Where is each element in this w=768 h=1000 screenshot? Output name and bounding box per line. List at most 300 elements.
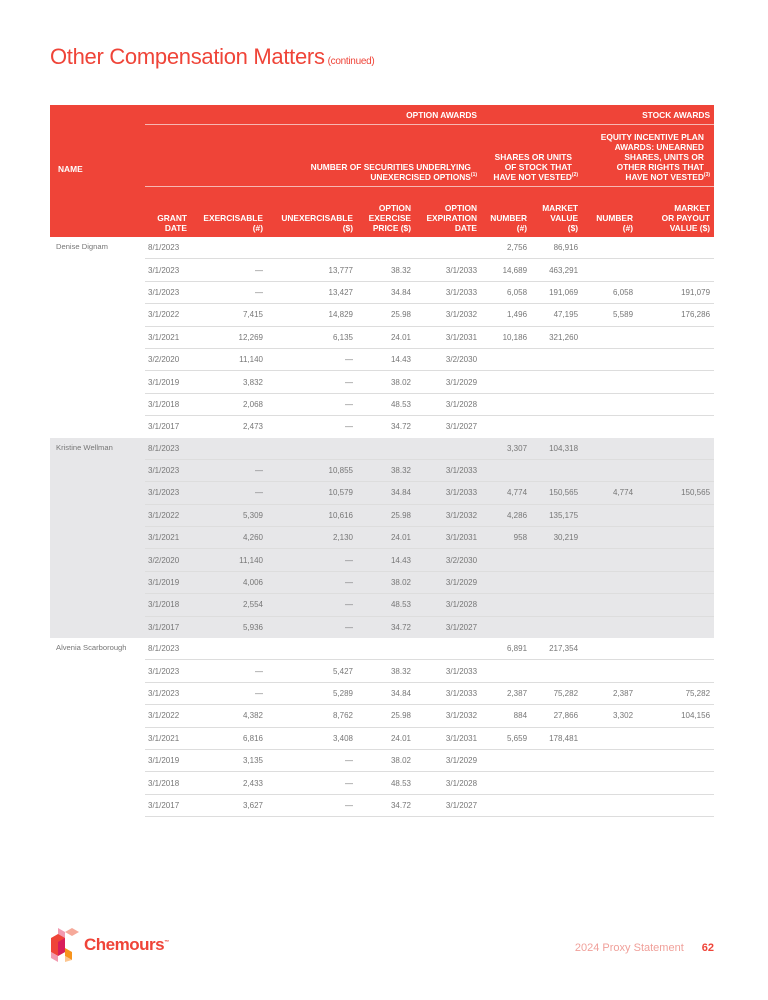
cell-exercise-price: 25.98 [353,304,411,326]
cell-expiration-date: 3/1/2032 [411,504,477,526]
cell-equity-payout-value: 150,565 [633,482,714,504]
cell-exercise-price: 34.84 [353,482,411,504]
cell-exercisable: 4,382 [187,705,263,727]
title-text: Other Compensation Matters [50,44,325,69]
cell-unexercisable: — [263,749,353,771]
cell-grant-date: 3/1/2022 [145,504,187,526]
cell-grant-date: 3/1/2022 [145,304,187,326]
cell-shares-number: 958 [477,527,527,549]
cell-unexercisable: 8,762 [263,705,353,727]
table-row [50,549,714,571]
cell-unexercisable: 13,427 [263,281,353,303]
cell-shares-number [477,794,527,816]
sub-equity [578,125,714,187]
cell-exercise-price [353,237,411,259]
cell-exercise-price: 25.98 [353,705,411,727]
table-row [50,237,714,259]
cell-exercise-price: 34.84 [353,281,411,303]
cell-grant-date: 3/1/2023 [145,259,187,281]
cell-expiration-date: 3/2/2030 [411,549,477,571]
cell-unexercisable: 10,616 [263,504,353,526]
cell-equity-payout-value: 75,282 [633,682,714,704]
cell-expiration-date: 3/1/2032 [411,705,477,727]
cell-exercise-price: 14.43 [353,549,411,571]
cell-expiration-date: 3/1/2031 [411,326,477,348]
cell-shares-number: 5,659 [477,727,527,749]
cell-grant-date: 3/1/2019 [145,371,187,393]
cell-expiration-date [411,438,477,460]
table-row [50,660,714,682]
cell-equity-payout-value [633,549,714,571]
group-option-awards: OPTION AWARDS [145,105,477,125]
cell-exercise-price: 48.53 [353,393,411,415]
cell-equity-number [578,616,633,638]
cell-grant-date: 8/1/2023 [145,438,187,460]
cell-unexercisable: 13,777 [263,259,353,281]
cell-shares-market-value [527,571,578,593]
cell-exercise-price: 34.84 [353,682,411,704]
cell-equity-payout-value [633,459,714,481]
cell-expiration-date: 3/1/2031 [411,727,477,749]
cell-exercise-price: 38.02 [353,371,411,393]
cell-equity-number: 3,302 [578,705,633,727]
cell-equity-payout-value [633,749,714,771]
col-shares-market-value-label: MARKET VALUE ($) [542,203,579,233]
table-row [50,772,714,794]
cell-shares-market-value: 463,291 [527,259,578,281]
cell-shares-market-value: 27,866 [527,705,578,727]
cell-shares-number [477,772,527,794]
col-expiration-date [411,187,477,238]
table-row [50,393,714,415]
cell-expiration-date: 3/2/2030 [411,348,477,370]
cell-exercisable: 7,415 [187,304,263,326]
cell-exercise-price [353,638,411,660]
cell-equity-payout-value: 191,079 [633,281,714,303]
cell-unexercisable: — [263,794,353,816]
cell-exercisable [187,638,263,660]
col-name: NAME [50,105,145,237]
cell-shares-number [477,571,527,593]
cell-equity-payout-value [633,794,714,816]
logo-wordmark [84,935,169,955]
cell-grant-date: 3/1/2023 [145,482,187,504]
cell-exercisable: 2,473 [242,422,263,432]
cell-grant-date: 3/1/2023 [145,660,187,682]
col-shares-market-value [527,187,578,238]
cell-shares-market-value [527,660,578,682]
table-row [50,682,714,704]
cell-grant-date: 3/1/2023 [145,682,187,704]
cell-equity-payout-value [633,594,714,616]
cell-unexercisable: 6,135 [263,326,353,348]
cell-shares-market-value: 191,069 [527,281,578,303]
executive-name: Kristine Wellman [50,438,145,639]
cell-exercise-price: 24.01 [353,527,411,549]
cell-equity-number [578,772,633,794]
cell-unexercisable [263,438,353,460]
cell-exercise-price: 14.43 [353,348,411,370]
note-2: (2) [571,172,579,179]
cell-expiration-date: 3/1/2029 [411,749,477,771]
cell-equity-payout-value [633,326,714,348]
cell-shares-number [477,616,527,638]
cell-equity-payout-value [633,237,714,259]
cell-exercisable [187,438,263,460]
note-3: (3) [703,172,711,179]
col-grant-date-label: GRANT DATE [157,213,187,233]
cell-grant-date: 3/1/2017 [145,794,187,816]
cell-shares-market-value: 321,260 [527,326,578,348]
cell-grant-date: 3/1/2017 [148,422,180,432]
cell-shares-market-value [527,459,578,481]
cell-shares-market-value: 86,916 [527,237,578,259]
sub-securities [145,125,477,187]
cell-shares-market-value: 47,195 [527,304,578,326]
cell-equity-payout-value [633,504,714,526]
table-row [50,304,714,326]
cell-shares-number: 6,058 [477,281,527,303]
cell-shares-market-value [527,348,578,370]
executive-name: Alvenia Scarborough [56,643,127,653]
cell-shares-number [477,549,527,571]
cell-expiration-date [411,638,477,660]
cell-expiration-date: 3/1/2033 [411,660,477,682]
cell-exercise-price: 25.98 [353,504,411,526]
cell-equity-payout-value [633,438,714,460]
table-row [50,259,714,281]
sub-shares-text: SHARES OR UNITS OF STOCK THAT HAVE NOT VESTED [493,152,572,182]
cell-unexercisable: — [263,393,353,415]
sub-shares [477,125,578,187]
table-row [50,416,714,438]
cell-grant-date: 8/1/2023 [145,638,187,660]
cell-exercisable: 3,135 [187,749,263,771]
cell-shares-market-value: 135,175 [527,504,578,526]
cell-shares-market-value: 178,481 [527,727,578,749]
cell-unexercisable: — [263,549,353,571]
table-row [50,438,714,460]
cell-expiration-date: 3/1/2033 [411,482,477,504]
cell-exercise-price: 24.01 [353,727,411,749]
cell-expiration-date: 3/1/2033 [411,281,477,303]
cell-exercise-price: 34.72 [353,794,411,816]
cell-shares-number: 14,689 [477,259,527,281]
cell-exercisable: 4,260 [187,527,263,549]
cell-exercise-price: 34.72 [353,616,411,638]
col-exercisable-label: EXERCISABLE (#) [203,213,263,233]
table-row [50,571,714,593]
cell-equity-payout-value [633,393,714,415]
cell-shares-market-value [527,616,578,638]
cell-exercise-price: 38.32 [353,459,411,481]
cell-equity-number [578,348,633,370]
cell-expiration-date: 3/1/2027 [445,422,478,432]
cell-equity-number [578,794,633,816]
sub-equity-text: EQUITY INCENTIVE PLAN AWARDS: UNEARNED SHARES, UNITS OR OTHER RIGHTS THAT HAVE NOT VESTED [600,132,704,182]
cell-equity-number [578,438,633,460]
cell-equity-payout-value [633,727,714,749]
cell-equity-number [578,459,633,481]
cell-exercisable: — [187,682,263,704]
logo-text: Chemours [84,935,165,954]
cell-exercisable: 11,140 [187,549,263,571]
table-row [50,527,714,549]
cell-unexercisable [263,237,353,259]
table-row [50,638,714,660]
col-unexercisable-label: UNEXERCISABLE ($) [281,213,353,233]
cell-exercisable: 2,554 [187,594,263,616]
cell-equity-number [578,416,633,438]
table-row [50,794,714,816]
cell-shares-market-value [527,594,578,616]
cell-equity-number [578,571,633,593]
cell-expiration-date: 3/1/2028 [411,594,477,616]
cell-expiration-date: 3/1/2033 [411,459,477,481]
cell-equity-payout-value [633,638,714,660]
cell-equity-payout-value [633,371,714,393]
cell-grant-date: 3/1/2018 [145,594,187,616]
col-exercise-price-label: OPTION EXERCISE PRICE ($) [368,203,411,233]
cell-unexercisable: 10,855 [263,459,353,481]
note-1: (1) [470,172,478,179]
col-expiration-date-label: OPTION EXPIRATION DATE [426,203,478,233]
cell-equity-number [578,549,633,571]
cell-equity-number [578,527,633,549]
cell-unexercisable [263,638,353,660]
col-unexercisable [263,187,353,238]
cell-unexercisable: — [345,422,353,432]
cell-exercisable: 5,309 [187,504,263,526]
document-name: 2024 Proxy Statement [574,942,684,954]
cell-shares-market-value [527,371,578,393]
cell-equity-payout-value [633,416,714,438]
cell-equity-number [578,727,633,749]
cell-exercise-price: 38.32 [353,660,411,682]
col-equity-number [578,187,633,238]
cell-equity-number [578,259,633,281]
cell-equity-number [578,660,633,682]
cell-expiration-date: 3/1/2029 [411,571,477,593]
cell-equity-number [578,371,633,393]
cell-equity-payout-value [633,348,714,370]
col-equity-number-label: NUMBER (#) [596,213,634,233]
cell-shares-number: 2,756 [477,237,527,259]
col-exercise-price [353,187,411,238]
cell-grant-date: 3/1/2018 [145,772,187,794]
cell-exercisable: 2,433 [187,772,263,794]
cell-exercisable: 11,140 [187,348,263,370]
cell-grant-date: 3/2/2020 [145,549,187,571]
cell-grant-date: 3/1/2018 [145,393,187,415]
col-exercisable [187,187,263,238]
cell-exercise-price: 38.32 [353,259,411,281]
cell-unexercisable: — [263,772,353,794]
cell-grant-date: 3/1/2019 [145,749,187,771]
logo-tm: ™ [164,939,169,946]
cell-unexercisable: 2,130 [263,527,353,549]
cell-expiration-date: 3/1/2028 [411,772,477,794]
cell-expiration-date: 3/1/2029 [411,371,477,393]
cell-grant-date: 3/1/2021 [145,326,187,348]
cell-exercisable: 6,816 [187,727,263,749]
cell-unexercisable: 14,829 [263,304,353,326]
cell-shares-number [477,594,527,616]
cell-grant-date: 3/1/2023 [145,459,187,481]
cell-shares-market-value: 75,282 [527,682,578,704]
cell-exercise-price: 48.53 [353,772,411,794]
cell-exercise-price: 48.53 [353,594,411,616]
table-row [50,705,714,727]
cell-expiration-date: 3/1/2028 [411,393,477,415]
cell-unexercisable: 10,579 [263,482,353,504]
cell-equity-payout-value [633,527,714,549]
cell-equity-payout-value [633,660,714,682]
table-row [50,326,714,348]
table-row [50,504,714,526]
cell-exercisable: — [187,660,263,682]
cell-exercisable: 5,936 [187,616,263,638]
table-row [50,594,714,616]
cell-equity-payout-value [633,571,714,593]
cell-exercisable [187,237,263,259]
cell-shares-market-value [527,393,578,415]
col-shares-number [477,187,527,238]
cell-shares-market-value [527,549,578,571]
cell-grant-date: 3/1/2023 [145,281,187,303]
cell-shares-market-value: 104,318 [527,438,578,460]
cell-grant-date: 3/1/2021 [145,727,187,749]
cell-unexercisable: 5,427 [263,660,353,682]
cell-grant-date: 8/1/2023 [145,237,187,259]
cell-shares-market-value [527,772,578,794]
cell-expiration-date: 3/1/2031 [411,527,477,549]
cell-equity-number [578,594,633,616]
table-row [50,616,714,638]
cell-grant-date: 3/1/2021 [145,527,187,549]
cell-shares-number [477,416,527,438]
table-row [50,727,714,749]
cell-shares-number: 10,186 [477,326,527,348]
sub-securities-text: NUMBER OF SECURITIES UNDERLYING UNEXERCISED OPTIONS [310,162,471,182]
cell-exercise-price: 24.01 [353,326,411,348]
table-row [50,482,714,504]
page-title [50,44,374,70]
cell-equity-number: 5,589 [578,304,633,326]
cell-shares-number [477,749,527,771]
col-grant-date [145,187,187,238]
cell-shares-number: 2,387 [477,682,527,704]
col-equity-payout-value-label: MARKET OR PAYOUT VALUE ($) [661,203,711,233]
cell-equity-number [578,393,633,415]
cell-equity-number [578,504,633,526]
cell-equity-payout-value [633,772,714,794]
cell-shares-market-value [527,794,578,816]
cell-exercise-price [353,438,411,460]
cell-shares-number [477,459,527,481]
cell-shares-number [477,371,527,393]
cell-shares-market-value [527,749,578,771]
cell-exercise-price: 38.02 [353,571,411,593]
cell-shares-number [477,348,527,370]
cell-equity-payout-value: 104,156 [633,705,714,727]
chemours-logo-icon [50,928,80,962]
cell-unexercisable: — [263,371,353,393]
cell-equity-number: 4,774 [578,482,633,504]
cell-equity-number [578,638,633,660]
cell-equity-number [578,237,633,259]
cell-exercisable: — [187,482,263,504]
cell-shares-market-value: 30,219 [527,527,578,549]
cell-exercisable: 2,068 [187,393,263,415]
cell-shares-number: 3,307 [477,438,527,460]
cell-unexercisable: — [263,594,353,616]
table-row [50,459,714,481]
cell-equity-payout-value: 176,286 [633,304,714,326]
cell-shares-number [477,660,527,682]
col-shares-number-label: NUMBER (#) [490,213,528,233]
table-row [50,749,714,771]
cell-unexercisable: — [263,616,353,638]
cell-equity-number [578,749,633,771]
cell-shares-market-value: 150,565 [527,482,578,504]
cell-grant-date: 3/1/2017 [145,616,187,638]
cell-equity-number: 6,058 [578,281,633,303]
group-stock-awards: STOCK AWARDS [477,105,714,125]
cell-grant-date: 3/1/2022 [145,705,187,727]
cell-equity-payout-value [633,616,714,638]
cell-exercisable: — [187,459,263,481]
page-footer [575,942,714,954]
cell-expiration-date: 3/1/2032 [411,304,477,326]
cell-shares-market-value: 217,354 [527,638,578,660]
cell-shares-number: 4,286 [477,504,527,526]
cell-expiration-date: 3/1/2027 [411,616,477,638]
cell-shares-number [477,393,527,415]
cell-unexercisable: 5,289 [263,682,353,704]
table-row [50,371,714,393]
cell-exercisable: 3,627 [187,794,263,816]
cell-equity-payout-value [633,259,714,281]
cell-exercise-price: 38.02 [353,749,411,771]
continued-label: (continued) [327,56,375,67]
chemours-logo [50,928,169,962]
cell-shares-number: 6,891 [477,638,527,660]
executive-name: Denise Dignam [56,242,108,251]
cell-expiration-date: 3/1/2033 [411,682,477,704]
cell-shares-market-value [527,416,578,438]
cell-expiration-date: 3/1/2027 [411,794,477,816]
cell-shares-number: 884 [477,705,527,727]
cell-unexercisable: 3,408 [263,727,353,749]
cell-exercise-price: 34.72 [390,422,411,432]
col-equity-payout-value [633,187,714,238]
cell-expiration-date [411,237,477,259]
cell-expiration-date: 3/1/2033 [411,259,477,281]
cell-exercisable: — [187,259,263,281]
table-row [50,281,714,303]
page-number: 62 [701,942,714,954]
cell-unexercisable: — [263,571,353,593]
cell-exercisable: 4,006 [187,571,263,593]
cell-exercisable: — [187,281,263,303]
outstanding-equity-table [50,105,714,817]
cell-shares-number: 4,774 [477,482,527,504]
cell-equity-number [578,326,633,348]
cell-grant-date: 3/2/2020 [145,348,187,370]
cell-unexercisable: — [263,348,353,370]
cell-shares-number: 1,496 [477,304,527,326]
